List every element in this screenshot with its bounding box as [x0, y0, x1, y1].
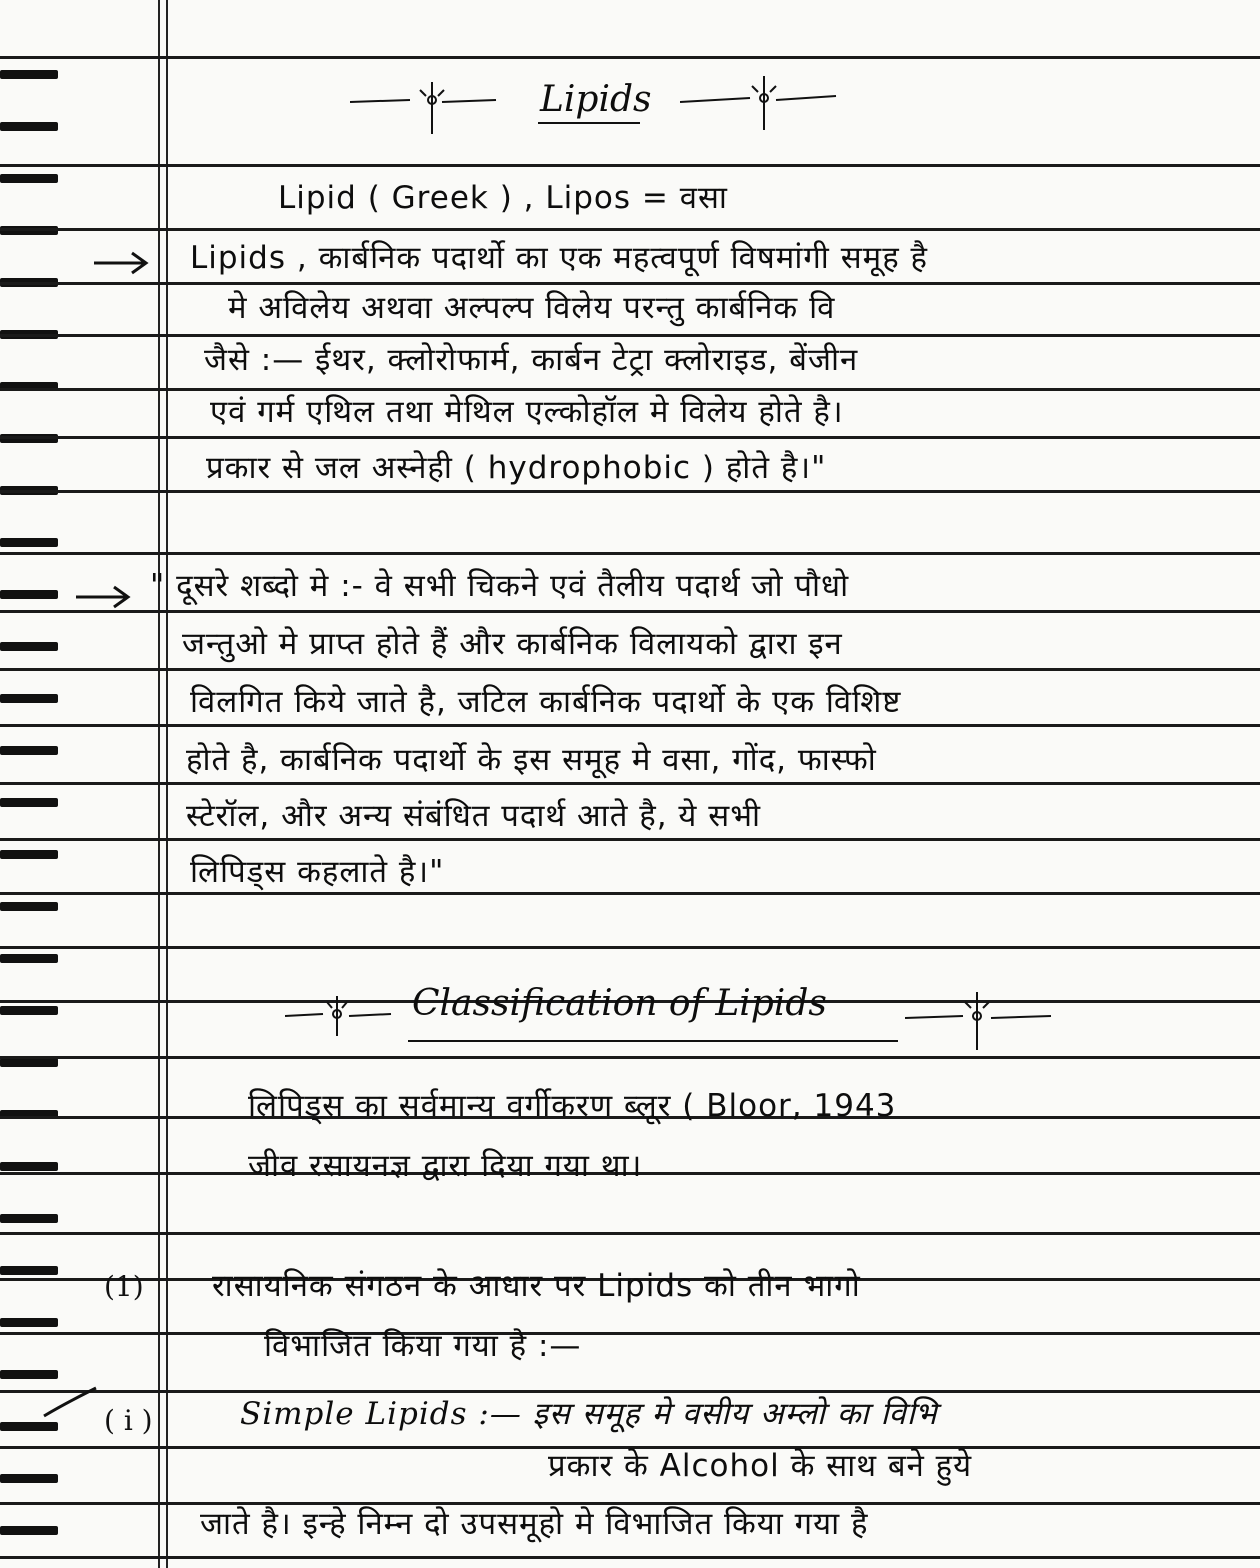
text-line: प्रकार से जल अस्नेही ( hydrophobic ) होते है।" — [206, 450, 827, 486]
ruled-line — [0, 388, 1260, 391]
ruled-line — [0, 668, 1260, 671]
text-line: Lipid ( Greek ) , Lipos = वसा — [278, 180, 728, 216]
ruled-line — [0, 782, 1260, 785]
binding-tick — [0, 1318, 58, 1327]
sun-doodle-icon — [905, 984, 1055, 1054]
binding-tick — [0, 850, 58, 859]
text-line: जीव रसायनज्ञ द्वारा दिया गया था। — [248, 1148, 643, 1184]
binding-tick — [0, 538, 58, 547]
text-line: एवं गर्म एथिल तथा मेथिल एल्कोहॉल मे विलेय होते है। — [210, 394, 844, 430]
classification-heading: Classification of Lipids — [412, 983, 827, 1024]
binding-tick — [0, 642, 58, 651]
binding-tick — [0, 746, 58, 755]
text-line: विभाजित किया गया है :— — [264, 1328, 582, 1364]
ruled-line — [0, 490, 1260, 493]
sun-doodle-icon — [285, 990, 395, 1040]
list-marker: (1) — [104, 1270, 144, 1303]
ruled-line — [0, 1332, 1260, 1335]
text-line: लिपिड्स का सर्वमान्य वर्गीकरण ब्लूर ( Bloor, 1943 — [248, 1088, 897, 1124]
text-line: रासायनिक संगठन के आधार पर Lipids को तीन भागो — [212, 1268, 861, 1304]
text-line: विलगित किये जाते है, जटिल कार्बनिक पदार्थो के एक विशिष्ट — [190, 684, 902, 720]
binding-tick — [0, 1422, 58, 1431]
ruled-line — [0, 1232, 1260, 1235]
binding-tick — [0, 1474, 58, 1483]
text-line: होते है, कार्बनिक पदार्थो के इस समूह मे वसा, गोंद, फास्फो — [186, 742, 877, 778]
list-marker: ( i ) — [104, 1404, 153, 1437]
ruled-line — [0, 1390, 1260, 1393]
ruled-line — [0, 56, 1260, 59]
ruled-line — [0, 334, 1260, 337]
text-line: जैसे :— ईथर, क्लोरोफार्म, कार्बन टेट्रा क्लोराइड, बेंजीन — [204, 342, 859, 378]
sun-doodle-icon — [350, 72, 500, 142]
arrow-right-icon — [74, 582, 134, 612]
check-icon — [40, 1382, 100, 1422]
binding-tick — [0, 590, 58, 599]
binding-tick — [0, 1266, 58, 1275]
ruled-line — [0, 228, 1260, 231]
ruled-line — [0, 1556, 1260, 1559]
binding-tick — [0, 1058, 58, 1067]
text-line: मे अविलेय अथवा अल्पल्प विलेय परन्तु कार्बनिक वि — [228, 290, 836, 326]
ruled-line — [0, 838, 1260, 841]
binding-tick — [0, 1162, 58, 1171]
ruled-line — [0, 436, 1260, 439]
text-line: प्रकार के Alcohol के साथ बने हुये — [548, 1448, 973, 1484]
text-line: जन्तुओ मे प्राप्त होते हैं और कार्बनिक विलायको द्वारा इन — [182, 626, 843, 662]
binding-tick — [0, 1214, 58, 1223]
binding-tick — [0, 122, 58, 131]
classification-underline — [408, 1040, 898, 1042]
page-title: Lipids — [540, 79, 652, 120]
binding-tick — [0, 70, 58, 79]
text-line: " दूसरे शब्दो मे :- वे सभी चिकने एवं तैलीय पदार्थ जो पौधो — [150, 568, 850, 604]
binding-tick — [0, 954, 58, 963]
ruled-line — [0, 1056, 1260, 1059]
ruled-line — [0, 724, 1260, 727]
binding-tick — [0, 902, 58, 911]
ruled-line — [0, 892, 1260, 895]
binding-tick — [0, 1526, 58, 1535]
text-line: लिपिड्स कहलाते है।" — [190, 854, 445, 890]
ruled-line — [0, 552, 1260, 555]
binding-tick — [0, 1370, 58, 1379]
ruled-line — [0, 946, 1260, 949]
ruled-line — [0, 164, 1260, 167]
text-line: Simple Lipids :— इस समूह मे वसीय अम्लो का विभि — [240, 1396, 938, 1432]
sun-doodle-icon — [680, 68, 840, 138]
ruled-line — [0, 610, 1260, 613]
binding-tick — [0, 694, 58, 703]
binding-tick — [0, 798, 58, 807]
ruled-line — [0, 282, 1260, 285]
text-line: Lipids , कार्बनिक पदार्थो का एक महत्वपूर्ण विषमांगी समूह है — [190, 240, 928, 276]
arrow-right-icon — [92, 248, 152, 278]
binding-tick — [0, 174, 58, 183]
binding-tick — [0, 1006, 58, 1015]
text-line: जाते है। इन्हे निम्न दो उपसमूहो मे विभाजित किया गया है — [200, 1506, 869, 1542]
text-line: स्टेरॉल, और अन्य संबंधित पदार्थ आते है, ये सभी — [186, 798, 762, 834]
title-underline — [538, 122, 640, 124]
